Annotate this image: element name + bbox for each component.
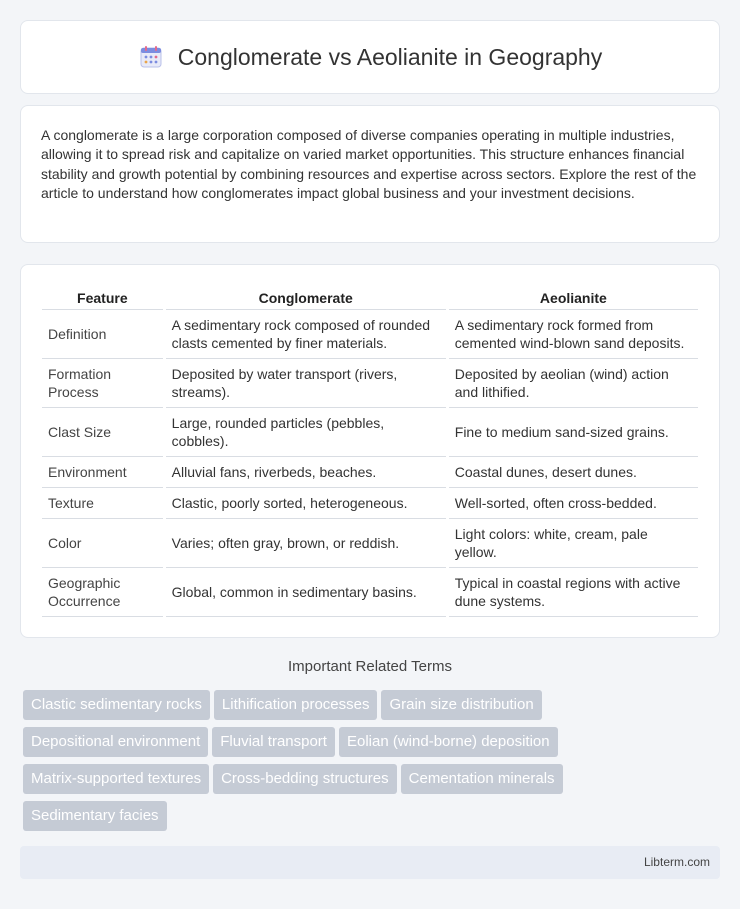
intro-card	[20, 105, 720, 243]
table-row	[42, 488, 698, 519]
comparison-table	[39, 285, 701, 617]
header-card	[20, 20, 720, 94]
term-chip[interactable]: Grain size distribution	[381, 690, 541, 720]
row-conglomerate: Varies; often gray, brown, or reddish.	[166, 519, 446, 568]
term-chip[interactable]: Lithification processes	[214, 690, 378, 720]
row-feature: Texture	[42, 488, 163, 519]
header-aeolianite: Aeolianite	[449, 285, 698, 310]
header-feature: Feature	[42, 285, 163, 310]
term-chip[interactable]: Cementation minerals	[401, 764, 563, 794]
term-chip[interactable]: Matrix-supported textures	[23, 764, 209, 794]
table-row	[42, 519, 698, 568]
row-aeolianite: A sedimentary rock formed from cemented wind-blown sand deposits.	[449, 310, 698, 359]
row-conglomerate: A sedimentary rock composed of rounded clasts cemented by finer materials.	[166, 310, 446, 359]
related-terms-list	[23, 690, 723, 838]
term-chip[interactable]: Eolian (wind-borne) deposition	[339, 727, 558, 757]
table-row	[42, 310, 698, 359]
footer	[20, 846, 720, 879]
row-aeolianite: Light colors: white, cream, pale yellow.	[449, 519, 698, 568]
calendar-grid-icon	[138, 44, 164, 70]
row-feature: Geographic Occurrence	[42, 568, 163, 617]
row-aeolianite: Deposited by aeolian (wind) action and lithified.	[449, 359, 698, 408]
term-chip[interactable]: Cross-bedding structures	[213, 764, 397, 794]
row-conglomerate: Deposited by water transport (rivers, streams).	[166, 359, 446, 408]
term-chip[interactable]: Fluvial transport	[212, 727, 335, 757]
intro-text: A conglomerate is a large corporation composed of diverse companies operating in multiple industries, allowing it to spread risk and capitalize on varied market opportunities. This structure enhances financial stability and growth potential by combining resources and expertise across sectors. Explore the rest of the article to understand how conglomerates impact global business and your investment decisions.	[41, 127, 697, 202]
row-aeolianite: Well-sorted, often cross-bedded.	[449, 488, 698, 519]
row-aeolianite: Fine to medium sand-sized grains.	[449, 408, 698, 457]
row-conglomerate: Large, rounded particles (pebbles, cobbles).	[166, 408, 446, 457]
row-aeolianite: Typical in coastal regions with active dune systems.	[449, 568, 698, 617]
header-conglomerate: Conglomerate	[166, 285, 446, 310]
row-feature: Clast Size	[42, 408, 163, 457]
page-title: Conglomerate vs Aeolianite in Geography	[177, 43, 603, 70]
row-feature: Formation Process	[42, 359, 163, 408]
row-feature: Color	[42, 519, 163, 568]
term-chip[interactable]: Depositional environment	[23, 727, 208, 757]
row-conglomerate: Alluvial fans, riverbeds, beaches.	[166, 457, 446, 488]
row-feature: Definition	[42, 310, 163, 359]
related-terms-title: Important Related Terms	[288, 658, 452, 675]
row-aeolianite: Coastal dunes, desert dunes.	[449, 457, 698, 488]
term-chip[interactable]: Clastic sedimentary rocks	[23, 690, 210, 720]
table-row	[42, 457, 698, 488]
row-conglomerate: Clastic, poorly sorted, heterogeneous.	[166, 488, 446, 519]
table-header-row	[42, 285, 698, 310]
row-feature: Environment	[42, 457, 163, 488]
table-row	[42, 408, 698, 457]
term-chip[interactable]: Sedimentary facies	[23, 801, 167, 831]
row-conglomerate: Global, common in sedimentary basins.	[166, 568, 446, 617]
comparison-card	[20, 264, 720, 638]
table-row	[42, 568, 698, 617]
table-row	[42, 359, 698, 408]
footer-link[interactable]: Libterm.com	[643, 855, 710, 869]
